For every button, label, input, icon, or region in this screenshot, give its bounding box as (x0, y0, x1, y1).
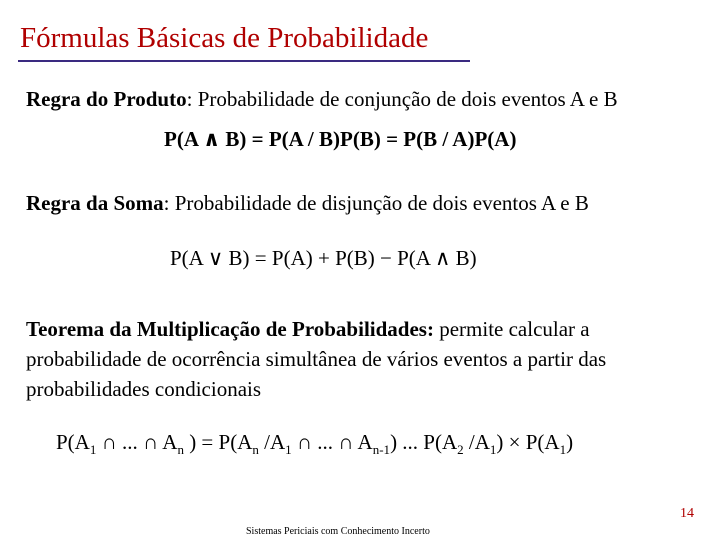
multiplication-theorem-description: permite calcular a probabilidade de ocorrência simultânea de vários eventos a partir das probabilidades condicionais (26, 317, 607, 401)
product-rule-description: : Probabilidade de conjunção de dois eventos A e B (186, 87, 618, 111)
multiplication-theorem-text (26, 314, 696, 404)
multiplication-theorem-term: Teorema da Multiplicação de Probabilidades: (26, 317, 434, 341)
product-rule-term: Regra do Produto (26, 87, 187, 111)
sum-rule-description: : Probabilidade de disjunção de dois eventos A e B (163, 191, 589, 215)
sum-rule-term: Regra da Soma (26, 191, 164, 215)
slide-title: Fórmulas Básicas de Probabilidade (20, 22, 429, 54)
sum-rule-formula: P(A ∨ B) = P(A) + P(B) − P(A ∧ B) (170, 246, 477, 270)
title-underline (18, 60, 470, 62)
multiplication-theorem-formula: $P(A_1$ ∩ ... ∩ $A_n$ ) = $P(A_n$ $/A_1$ ∩ ... ∩ $A_{n-1}$) ... $P(A_2$ $/A_1) \times P(A_1)$ (56, 430, 574, 458)
product-rule-text (26, 84, 716, 114)
product-rule-formula: P(A ∧ B) = P(A / B)P(B) = P(B / A)P(A) (164, 127, 517, 151)
page-number: 14 (680, 506, 694, 521)
footer-text: Sistemas Periciais com Conhecimento Incerto (246, 526, 430, 537)
sum-rule-text (26, 188, 716, 218)
